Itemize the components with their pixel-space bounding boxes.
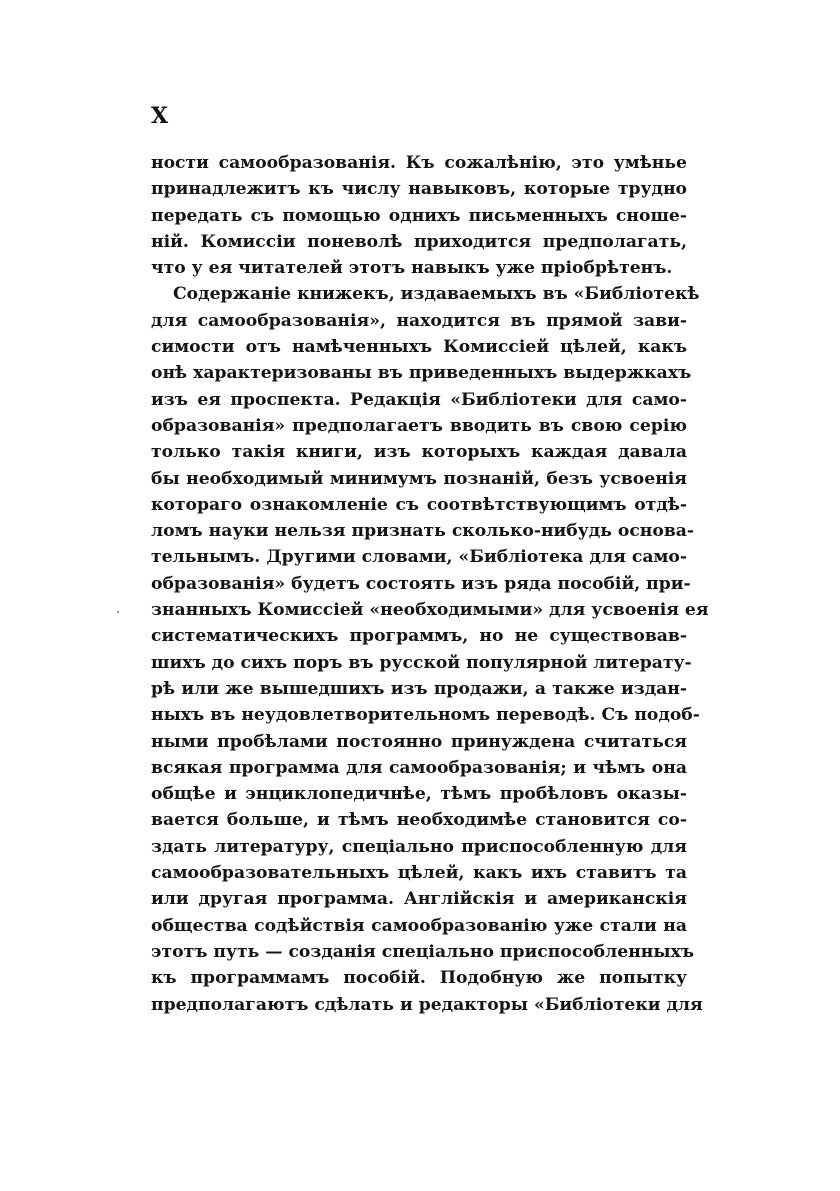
text-line: образованія» предполагаетъ вводить въ свою серію xyxy=(151,415,687,436)
text-line: здать литературу, спеціально приспособленную для xyxy=(151,836,687,857)
text-line: изъ ея проспекта. Редакція «Библіотеки для само- xyxy=(151,389,687,410)
text-line: къ программамъ пособій. Подобную же попытку xyxy=(151,968,687,989)
text-line: котораго ознакомленіе съ соотвѣтствующимъ отдѣ- xyxy=(151,494,687,515)
text-line: предполагаютъ сдѣлать и редакторы «Библіотеки для xyxy=(151,994,703,1015)
text-line: симости отъ намѣченныхъ Комиссіей цѣлей, какъ xyxy=(151,337,687,358)
text-line: знанныхъ Комиссіей «необходимыми» для усвоенія ея xyxy=(151,600,709,621)
text-line: ности самообразованія. Къ сожалѣнію, это умѣнье xyxy=(151,153,687,173)
margin-speck xyxy=(117,611,119,613)
text-line: этотъ путь — созданія спеціально приспособленныхъ xyxy=(151,941,695,962)
paragraph-start-line: Содержаніе книжекъ, издаваемыхъ въ «Библіотекѣ xyxy=(173,284,700,305)
text-line: ній. Комиссіи поневолѣ приходится предполагать, xyxy=(151,231,687,252)
text-line: систематическихъ программъ, но не существовав- xyxy=(151,626,687,647)
page-number: X xyxy=(151,103,169,129)
text-line: бы необходимый минимумъ познаній, безъ усвоенія xyxy=(151,468,687,489)
text-line: образованія» будетъ состоять изъ ряда пособій, при- xyxy=(151,573,691,594)
text-line: ныхъ въ неудовлетворительномъ переводѣ. Съ подоб- xyxy=(151,705,700,726)
text-line: тельнымъ. Другими словами, «Библіотека для само- xyxy=(151,547,687,568)
text-line: ломъ науки нельзя признать сколько-нибудь основа- xyxy=(151,521,695,542)
text-line: для самообразованія», находится въ прямой зави- xyxy=(151,310,687,331)
text-line: вается больше, и тѣмъ необходимѣе становится со- xyxy=(151,810,687,831)
text-line: принадлежитъ къ числу навыковъ, которые трудно xyxy=(151,179,687,200)
text-line: самообразовательныхъ цѣлей, какъ ихъ ставитъ та xyxy=(151,863,687,884)
text-line: общества содѣйствія самообразованію уже стали на xyxy=(151,915,687,936)
text-line: передать съ помощью однихъ письменныхъ сноше- xyxy=(151,205,687,226)
body-text xyxy=(151,150,709,1018)
text-line: что у ея читателей этотъ навыкъ уже пріобрѣтенъ. xyxy=(151,258,673,279)
text-line: всякая программа для самообразованія; и чѣмъ она xyxy=(151,757,687,778)
text-line: только такія книги, изъ которыхъ каждая давала xyxy=(151,442,687,463)
text-line: общѣе и энциклопедичнѣе, тѣмъ пробѣловъ оказы- xyxy=(151,784,687,805)
text-line: шихъ до сихъ поръ въ русской популярной литерату- xyxy=(151,652,692,673)
text-line: онѣ характеризованы въ приведенныхъ выдержкахъ xyxy=(151,363,692,384)
text-line: рѣ или же вышедшихъ изъ продажи, а также издан- xyxy=(151,678,687,699)
text-line: ными пробѣлами постоянно принуждена считаться xyxy=(151,731,687,752)
text-line: или другая программа. Англійскія и американскія xyxy=(151,889,687,910)
